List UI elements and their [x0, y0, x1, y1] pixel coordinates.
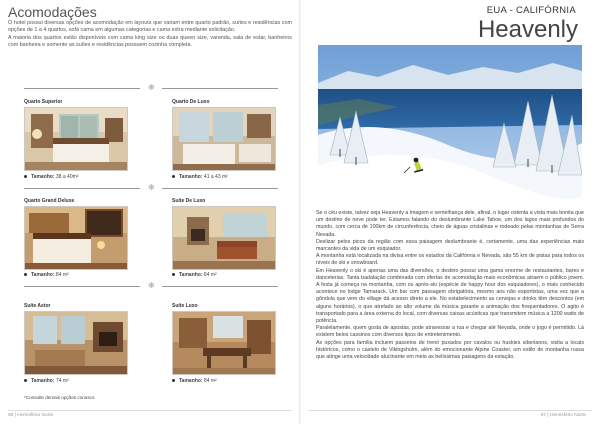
footer-rule: [308, 410, 592, 411]
room-photo-suite-astor: [24, 311, 128, 375]
room-title: Suíte Luxo: [172, 303, 198, 309]
bullet-icon: [24, 273, 27, 276]
intro-paragraph-2: A maioria dos quartos estão disponíveis com cama king size ou duas queen size, varanda, sala de estar, banheiros com banheira e somente as suítes e residências possuem cozinha completa.: [8, 34, 292, 48]
size-value: 41 a 43 m²: [203, 174, 228, 180]
divider-line: [24, 286, 140, 287]
article-paragraph: Se o céu existe, talvez seja Heavenly a imagem e semelhança dele, afinal, o lugar ostenta a vista mais bonita que um destino de neve pode ter. Estamos falando do deslumbrante Lake Tahoe, um dos lagos mais profundos do mundo, com cerca de 100km de circunferência, cheio de águas cristalinas e rodeado pelas montanhas de Serra Nevada.: [316, 210, 584, 238]
room-title: Quarto Grand Deluxe: [24, 198, 75, 204]
size-label: Tamanho:: [179, 174, 203, 180]
article-paragraph: Paralelamente, quem gosta de apostas, pode atravessar a rua e chegar até Nevada, onde o jogo é permitido. Lá existem belos cassinos com diversos tipos de entretenimento.: [316, 325, 584, 339]
bullet-icon: [172, 175, 175, 178]
room-size: [24, 378, 69, 384]
room-photo-deluxe: [172, 107, 276, 171]
article-body: [316, 210, 584, 361]
bullet-icon: [24, 379, 27, 382]
room-size: [24, 272, 69, 278]
size-label: Tamanho:: [179, 378, 203, 384]
ornament-icon: ❋: [148, 183, 155, 192]
ornament-icon: ❋: [148, 83, 155, 92]
right-page: [300, 0, 600, 424]
room-title: Quarto Superior: [24, 99, 63, 105]
size-value: 74 m²: [55, 378, 69, 384]
size-label: Tamanho:: [179, 272, 203, 278]
size-label: Tamanho:: [31, 272, 55, 278]
footer-rule: [8, 410, 292, 411]
divider-line: [24, 88, 140, 89]
room-size: [172, 378, 217, 384]
article-paragraph: Deslizar pelos picos da região com essa paisagem deslumbrante é, certamente, uma das experiências mais marcantes da vida de um esquiador.: [316, 238, 584, 253]
room-size: [172, 272, 217, 278]
bullet-icon: [172, 379, 175, 382]
divider-line: [162, 188, 278, 189]
room-size: [24, 174, 78, 180]
divider-line: [162, 88, 278, 89]
hero-photo-skier: [318, 45, 582, 207]
size-label: Tamanho:: [31, 378, 55, 384]
article-paragraph: A montanha está localizada na divisa entre os estados da Califórnia e Nevada, são 55 km de pistas para todos os níveis de ski e snowboard.: [316, 253, 584, 267]
size-value: 84 m²: [55, 272, 69, 278]
ornament-icon: ❋: [148, 281, 155, 290]
footnote: *Consulte demais opções conosco: [24, 395, 95, 400]
room-size: [172, 174, 228, 180]
divider-line: [24, 188, 140, 189]
size-value: 38 a 40m²: [55, 174, 79, 180]
room-photo-suite-luxo: [172, 311, 276, 375]
room-title: Suíte De Luxo: [172, 198, 206, 204]
size-label: Tamanho:: [31, 174, 55, 180]
room-title: Suíte Astor: [24, 303, 51, 309]
hotel-name: Heavenly: [477, 16, 578, 43]
destination-region: EUA - CALIFÓRNIA: [486, 5, 576, 16]
article-paragraph: As opções para família incluem passeios de trenó puxados por cavalos ou huskies siberianos, visita a locais históricos, como o castelo de Vikingsholm, além do emocionante Alpine Coaster, um estilo de montanha russa que atinge uma velocidade alucinante em meio as belíssimas paisagens da estação.: [316, 339, 584, 361]
room-photo-superior: [24, 107, 128, 171]
page-number: 96 | Hemisfério Norte: [8, 413, 54, 418]
bullet-icon: [172, 273, 175, 276]
room-photo-suite-deluxe: [172, 206, 276, 270]
size-value: 84 m²: [203, 272, 217, 278]
page-number: 97 | Hemisfério Norte: [540, 413, 586, 418]
article-paragraph: Em Heavenly o ski é apenas uma das diversões, o destino possui uma gama enorme de restaurantes, bares e danceterias. Tanta badalação combinada com ofertas de acomodação mais econômicas atraem o público jovem. A festa já começa na montanha, com os après-ski (espécie de happy hour dos esquiadores), o mais conhecido acontece no lodge Tamarack. Um bar com passagem obrigatória, mesmo aos não esportistas, uma vez que a gôndola que vem do village dá acesso direto a ele. No estabelecimento as cervejas e drinks têm descontos (em alguns horários), o que atrelado ao alto volume da música garante a animação dos frequentadores. O agito é transportado para a área externa do local, com diversas caixas acústicas que transmitem música a 1200 watts de potência.: [316, 267, 584, 325]
intro-paragraph-1: O hotel possui diversas opções de acomodação em layouts que variam entre quarto padrão, suítes e residências com opções de 1 a 4 quartos, sofá cama em algumas categorias e cama extra mediante solicitação.: [8, 20, 292, 34]
divider-line: [162, 286, 278, 287]
room-title: Quarto De Luxo: [172, 99, 210, 105]
section-title: Acomodações: [8, 4, 97, 20]
intro-text: [8, 20, 292, 49]
size-value: 84 m²: [203, 378, 217, 384]
bullet-icon: [24, 175, 27, 178]
room-photo-grand-deluxe: [24, 206, 128, 270]
